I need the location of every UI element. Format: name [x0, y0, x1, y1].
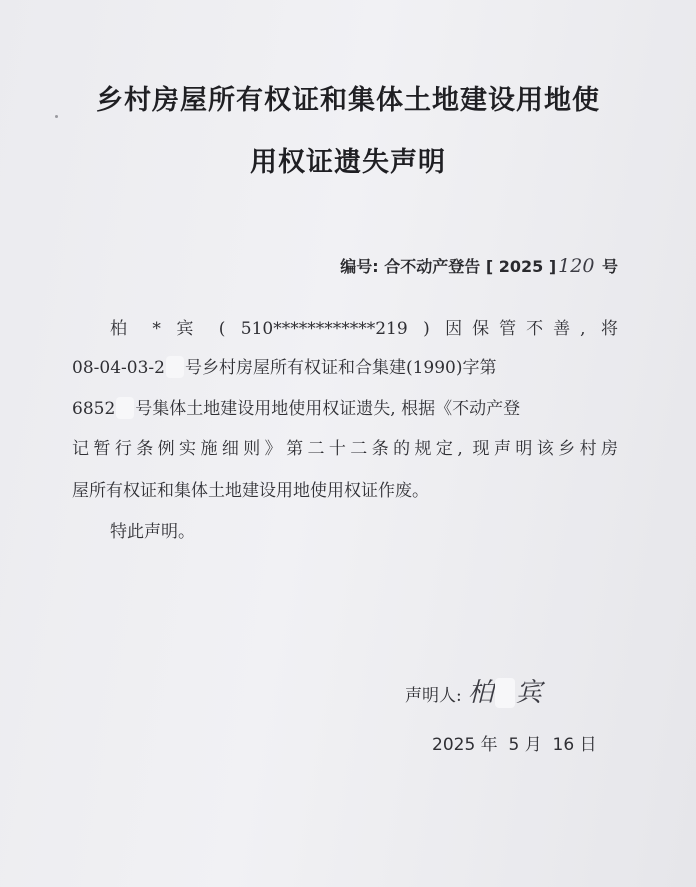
signature-first-char: 柏: [467, 678, 494, 708]
doc-number-bracket: ]: [543, 257, 557, 276]
declarant-signature: [405, 672, 542, 709]
date-month: 5: [508, 735, 520, 755]
parcel-number: 08-04-03-2: [72, 358, 165, 378]
doc-number-suffix: 号: [596, 257, 618, 276]
body-line-2-text: 号乡村房屋所有权证和合集建(1990)字第: [184, 358, 497, 378]
declaration-date: [432, 730, 597, 755]
body-line-3: [72, 397, 618, 420]
doc-number-handwritten: 120: [558, 255, 595, 277]
date-day: 16: [552, 735, 575, 755]
body-line-5: 屋所有权证和集体土地建设用地使用权证作废。: [72, 481, 429, 501]
doc-number-year: 2025: [498, 257, 544, 276]
document-number: [340, 254, 618, 277]
body-line-3-text: 号集体土地建设用地使用权证遗失, 根据《不动产登: [135, 399, 521, 419]
redaction-mark: [495, 678, 515, 708]
certificate-number: 6852: [72, 399, 116, 419]
handwritten-signature: [468, 678, 542, 708]
closing-statement: 特此声明。: [110, 522, 195, 542]
doc-number-prefix: 编号: 合不动产登告 [: [340, 257, 499, 276]
date-year-unit: 年: [480, 735, 498, 755]
redaction-mark: [166, 356, 184, 378]
body-line-2: [72, 356, 618, 379]
body-line-4: 记暂行条例实施细则》第二十二条的规定, 现声明该乡村房: [72, 439, 618, 459]
date-month-unit: 月: [524, 735, 542, 755]
date-year: 2025: [432, 735, 476, 755]
redaction-mark: [116, 397, 134, 419]
signature-last-char: 宾: [515, 678, 542, 708]
document-title-line-2: 用权证遗失声明: [250, 147, 446, 178]
date-day-unit: 日: [579, 735, 597, 755]
declarant-label: 声明人:: [405, 686, 462, 706]
document-title-line-1: 乡村房屋所有权证和集体土地建设用地使: [96, 85, 600, 116]
body-line-1: 柏 * 宾 ( 510************219 ) 因保管不善, 将: [110, 319, 618, 339]
